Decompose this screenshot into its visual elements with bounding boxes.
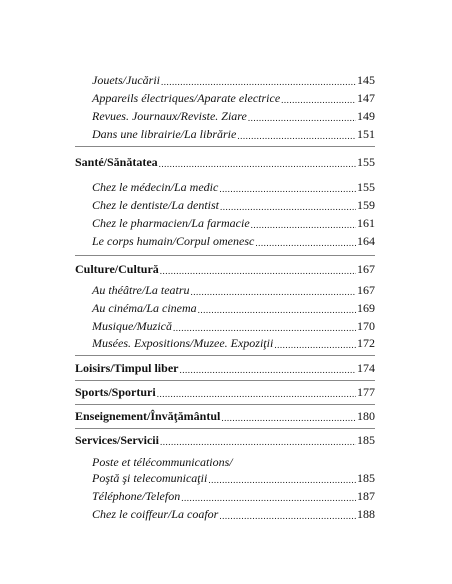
toc-entry-page: 185 xyxy=(357,471,375,485)
toc-entry-title: Revues. Journaux/Reviste. Ziare xyxy=(92,109,247,123)
toc-section-title: Culture/Cultură xyxy=(75,262,159,276)
toc-entry-title: Poştă şi telecomunicaţii xyxy=(92,471,208,485)
divider xyxy=(75,146,375,147)
toc-entry-title: Le corps humain/Corpul omenesc xyxy=(92,234,255,248)
toc-section[interactable] xyxy=(75,361,375,376)
toc-entry[interactable] xyxy=(75,73,375,88)
toc-entry-title: Chez le dentiste/La dentist xyxy=(92,198,219,212)
dot-leader xyxy=(255,237,356,249)
toc-entry-title: Chez le coiffeur/La coafor xyxy=(92,507,219,521)
toc-entry[interactable] xyxy=(75,507,375,522)
divider xyxy=(75,380,375,381)
toc-section-title: Enseignement/Învăţământul xyxy=(75,409,221,423)
dot-leader xyxy=(157,388,356,400)
toc-section-page: 185 xyxy=(357,433,375,447)
dot-leader xyxy=(281,94,356,106)
toc-entry-page: 147 xyxy=(357,91,375,105)
toc-entry-title: Téléphone/Telefon xyxy=(92,489,181,503)
dot-leader xyxy=(191,286,356,298)
toc-entry-page: 155 xyxy=(357,180,375,194)
toc-entry[interactable] xyxy=(75,109,375,124)
toc-section-page: 167 xyxy=(357,262,375,276)
dot-leader xyxy=(219,510,356,522)
toc-section-title: Loisirs/Timpul liber xyxy=(75,361,179,375)
toc-entry-page: 161 xyxy=(357,216,375,230)
toc-entry-title: Musées. Expositions/Muzee. Expoziţii xyxy=(92,336,274,350)
toc-entry[interactable] xyxy=(75,489,375,504)
toc-entry-page: 188 xyxy=(357,507,375,521)
dot-leader xyxy=(220,201,356,213)
toc-entry[interactable] xyxy=(75,216,375,231)
toc-entry-page: 159 xyxy=(357,198,375,212)
toc-section-page: 155 xyxy=(357,155,375,169)
toc-section[interactable] xyxy=(75,385,375,400)
toc-entry-page: 167 xyxy=(357,283,375,297)
divider xyxy=(75,355,375,356)
toc-entry-page: 170 xyxy=(357,319,375,333)
toc-entry-page: 151 xyxy=(357,127,375,141)
dot-leader xyxy=(159,158,356,170)
toc-entry[interactable] xyxy=(75,198,375,213)
toc-entry-page: 169 xyxy=(357,301,375,315)
toc-section-page: 180 xyxy=(357,409,375,423)
dot-leader xyxy=(219,183,356,195)
toc-entry-title: Appareils électriques/Aparate electrice xyxy=(92,91,281,105)
toc-entry[interactable] xyxy=(75,127,375,142)
toc-entry[interactable] xyxy=(75,319,375,334)
toc-entry-title: Dans une librairie/La librărie xyxy=(92,127,237,141)
toc-entry[interactable] xyxy=(75,91,375,106)
toc-entry-page: 172 xyxy=(357,336,375,350)
divider xyxy=(75,404,375,405)
toc-section[interactable] xyxy=(75,409,375,424)
dot-leader xyxy=(160,265,356,277)
toc-entry[interactable] xyxy=(75,234,375,249)
toc-entry-page: 164 xyxy=(357,234,375,248)
dot-leader xyxy=(161,76,356,88)
dot-leader xyxy=(274,339,356,351)
toc-section[interactable] xyxy=(75,262,375,277)
toc-entry[interactable] xyxy=(75,336,375,351)
toc-entry[interactable] xyxy=(75,471,375,486)
dot-leader xyxy=(179,364,356,376)
toc-entry-title: Jouets/Jucării xyxy=(92,73,160,87)
toc-entry-title: Chez le pharmacien/La farmacie xyxy=(92,216,250,230)
divider xyxy=(75,255,375,256)
toc-entry-title: Au cinéma/La cinema xyxy=(92,301,197,315)
toc-section-title: Santé/Sănătatea xyxy=(75,155,158,169)
toc-entry-title: Poste et télécommunications/ xyxy=(92,455,233,469)
toc-section-page: 174 xyxy=(357,361,375,375)
dot-leader xyxy=(221,412,356,424)
toc-entry-line xyxy=(75,455,375,470)
toc-section[interactable] xyxy=(75,155,375,170)
toc-section-title: Sports/Sporturi xyxy=(75,385,156,399)
dot-leader xyxy=(248,112,356,124)
dot-leader xyxy=(251,219,356,231)
toc-section-title: Services/Servicii xyxy=(75,433,159,447)
toc-section[interactable] xyxy=(75,433,375,448)
dot-leader xyxy=(237,130,356,142)
toc-section-page: 177 xyxy=(357,385,375,399)
dot-leader xyxy=(208,474,356,486)
toc-entry-page: 149 xyxy=(357,109,375,123)
dot-leader xyxy=(198,304,356,316)
toc-entry-title: Au théâtre/La teatru xyxy=(92,283,190,297)
toc-entry-title: Chez le médecin/La medic xyxy=(92,180,219,194)
toc-entry-title: Musique/Muzică xyxy=(92,319,172,333)
toc-entry[interactable] xyxy=(75,180,375,195)
toc-entry-page: 145 xyxy=(357,73,375,87)
dot-leader xyxy=(181,492,356,504)
divider xyxy=(75,428,375,429)
toc-entry[interactable] xyxy=(75,301,375,316)
dot-leader xyxy=(173,322,356,334)
dot-leader xyxy=(160,436,356,448)
toc-entry-page: 187 xyxy=(357,489,375,503)
toc-entry[interactable] xyxy=(75,283,375,298)
